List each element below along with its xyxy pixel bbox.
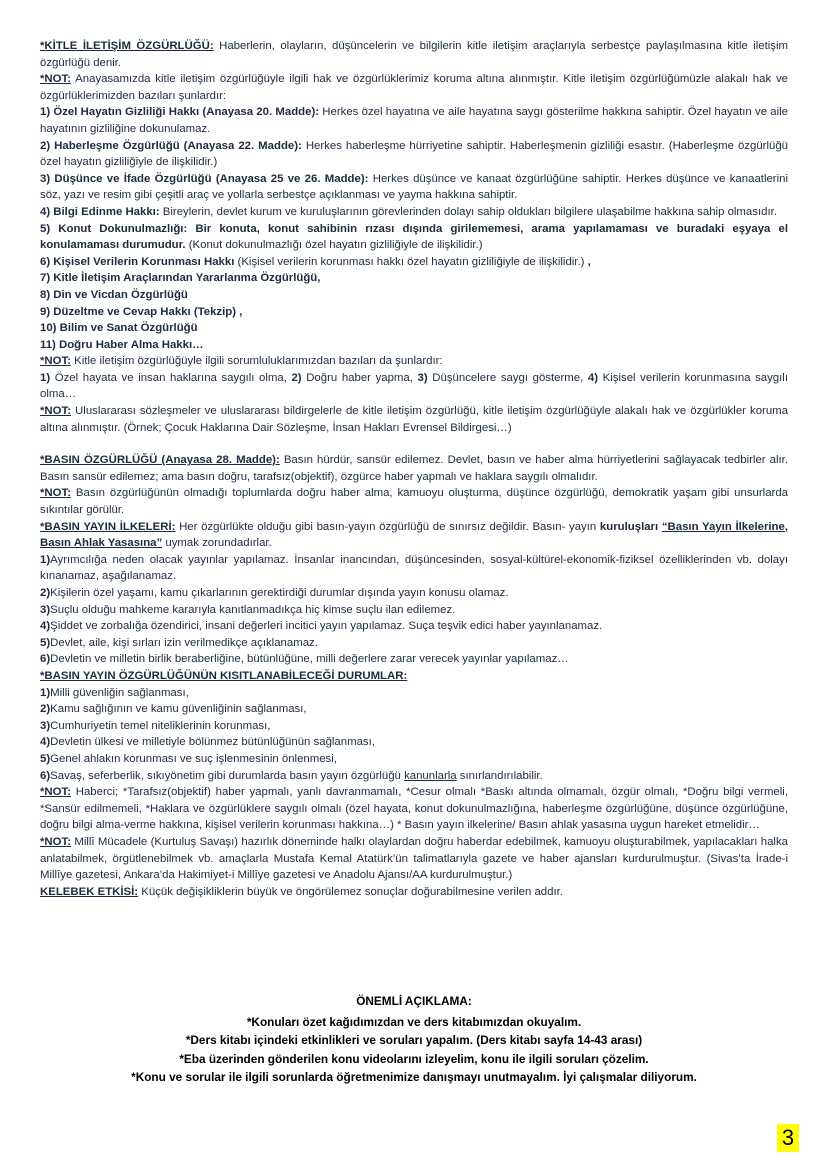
- note-label: *NOT:: [40, 405, 72, 418]
- kitle-note-2: *NOT: Kitle iletişim özgürlüğüyle ilgili sorumluluklarımızdan bazıları da şunlardır:: [40, 355, 443, 368]
- kitle-item-4: 4) Bilgi Edinme Hakkı: Bireylerin, devlet kurum ve kuruluşlarının görevlerinden dolayı sahip oldukları bilgilere ulaşabilme hakkına sahip olmasıdır.: [40, 205, 777, 218]
- principle-item: 1)Ayrımcılığa neden olacak yayınlar yapılamaz. İnsanlar inancından, düşüncesinden, sosyal-kültürel-ekonomik-fiziksel özelliklerinden vb. dolayı kınanamaz, aşağılanamaz.: [40, 553, 788, 583]
- kitle-item-3: 3) Düşünce ve İfade Özgürlüğü (Anayasa 25 ve 26. Madde): Herkes düşünce ve kanaat özgürlüğüne sahiptir. Herkes düşünce ve kanaatlerini söz, yazı ve resim gibi çeşitli araç ve yollarla serbestçe açıklanması ve yayma hakkına sahiptir.: [40, 172, 788, 202]
- restriction-item: 6)Savaş, seferberlik, sıkıyönetim gibi durumlarda basın yayın özgürlüğü kanunlarla sınırlandırılabilir.: [40, 769, 543, 782]
- note-label: *NOT:: [40, 73, 72, 86]
- principle-item: 2)Kişilerin özel yaşamı, kamu çıkarlarının gerektirdiği durumlar dışında yayın konusu olamaz.: [40, 587, 509, 599]
- principles-heading: *BASIN YAYIN İLKELERİ:: [40, 520, 176, 533]
- restriction-item: 3)Cumhuriyetin temel niteliklerinin korunması,: [40, 719, 271, 732]
- kitle-definition: *KİTLE İLETİŞİM ÖZGÜRLÜĞÜ: Haberlerin, olayların, düşüncelerin ve bilgilerin kitle iletişim araçlarıyla serbestçe paylaşılmasına kitle iletişim özgürlüğü denir.: [40, 40, 788, 69]
- restriction-item: 2)Kamu sağlığının ve kamu güvenliğinin sağlanması,: [40, 703, 307, 716]
- notice-line: *Konu ve sorular ile ilgili sorunlarda öğretmenimize danışmayı unutmayalım. İyi çalışmalar diliyorum.: [131, 1070, 697, 1085]
- basin-note-2: *NOT: Haberci; *Tarafsız(objektif) haber yapmalı, yanlı davranmamalı, *Cesur olmalı *Baskı altında olmamalı, özgür olmalı, *Doğru bilgi vermeli, *Sansür edilmemeli, *Haklara ve özgürlüklere saygılı olmalı (özel hayata, konut dokunulmazlığına, haberleşme özgürlüğüne, düşünce özgürlüğüne, doğru bilgi alma-verme hakkına, kişisel verilerin korunması hakkına…) * Basın yayın ilkelerine/ Basın ahlak yasasına uygun hareket etmelidir…: [40, 786, 788, 832]
- kitle-item-5: 5) Konut Dokunulmazlığı: Bir konuta, konut sahibinin rızası dışında girilememesi, arama yapılamaması ve buradaki eşyaya el konulamaması durumudur. (Konut dokunulmazlığı özel hayatın gizliliğiyle de ilişkilidir.): [40, 222, 789, 252]
- note-label: *NOT:: [40, 786, 72, 799]
- basin-heading: *BASIN ÖZGÜRLÜĞÜ (Anayasa 28. Madde):: [40, 454, 280, 467]
- kelebek-etkisi: KELEBEK ETKİSİ: Küçük değişikliklerin büyük ve öngörülemez sonuçlar doğurabilmesine verilen addır.: [40, 885, 563, 898]
- kitle-item-10: 10) Bilim ve Sanat Özgürlüğü: [40, 322, 198, 335]
- important-notice: [40, 992, 788, 1087]
- kitle-item-1: 1) Özel Hayatın Gizliliği Hakkı (Anayasa 20. Madde): Herkes özel hayatına ve aile hayatına saygı gösterilme hakkına sahiptir. Özel hayatın ve aile hayatının gizliliğine dokunulamaz.: [40, 106, 788, 135]
- restriction-item: 1)Milli güvenliğin sağlanması,: [40, 686, 189, 699]
- principle-item: 4)Şiddet ve zorbalığa özendirici, insani değerleri incitici yayın yapılamaz. Suça teşvik edici haber yayınlanamaz.: [40, 620, 603, 633]
- section-gap: [40, 436, 788, 452]
- principle-item: 5)Devlet, aile, kişi sırları izin verilmedikçe açıklanamaz.: [40, 636, 318, 649]
- kitle-item-6: 6) Kişisel Verilerin Korunması Hakkı (Kişisel verilerin korunması hakkı özel hayatın gizliliğiyle de ilişkilidir.) ,: [40, 255, 591, 268]
- note-label: *NOT:: [40, 487, 72, 500]
- note-label: *NOT:: [40, 835, 72, 848]
- document-body: [40, 38, 788, 900]
- kelebek-heading: KELEBEK ETKİSİ:: [40, 885, 139, 898]
- basin-note-3: *NOT: Millî Mücadele (Kurtuluş Savaşı) hazırlık döneminde halkı olaylardan doğru haberdar edebilmek, kamuoyu oluşturabilmek, yapılacakları halka anlatabilmek, örgütlenebilmek vb. amaçlarla Mustafa Kemal Atatürk’ün talimatlarıyla gazete ve haber ajansları kurdurulmuştur. (Sivas’ta İrade-i Millîye gazetesi, Ankara’da Hakimiyet-i Millîye gazetesi ve Anadolu Ajansı/AA kurdurulmuştur.): [40, 835, 788, 882]
- restriction-item: 5)Genel ahlakın korunması ve suç işlenmesinin önlenmesi,: [40, 752, 337, 765]
- kitle-note-1: *NOT: Anayasamızda kitle iletişim özgürlüğüyle ilgili hak ve özgürlüklerimiz koruma altına alınmıştır. Kitle iletişim özgürlüğümüzle alakalı hak ve özgürlüklerimizden bazıları şunlardır:: [40, 73, 788, 102]
- kitle-item-11: 11) Doğru Haber Alma Hakkı…: [40, 338, 204, 351]
- page-number: 3: [777, 1124, 799, 1152]
- basin-definition: *BASIN ÖZGÜRLÜĞÜ (Anayasa 28. Madde): Basın hürdür, sansür edilemez. Devlet, basın ve haber alma hürriyetlerini sağlayacak tedbirler alır. Basın sansür edilemez; ama basın doğru, tarafsız(objektif), özgürce haber yapmalı ve haklara saygılı olmalıdır.: [40, 454, 789, 483]
- kitle-note-3: *NOT: Uluslararası sözleşmeler ve uluslararası bildirgelerle de kitle iletişim özgürlüğü, kitle iletişim özgürlüğüyle alakalı hak ve özgürlükler koruma altına alınmıştır. (Örnek; Çocuk Haklarına Dair Sözleşme, İnsan Hakları Evrensel Bildirgesi…): [40, 405, 788, 434]
- note-label: *NOT:: [40, 355, 72, 368]
- restriction-item: 4)Devletin ülkesi ve milletiyle bölünmez bütünlüğünün sağlanması,: [40, 736, 375, 749]
- notice-line: *Ders kitabı içindeki etkinlikleri ve soruları yapalım. (Ders kitabı sayfa 14-43 arası): [185, 1033, 643, 1048]
- kitle-item-7: 7) Kitle İletişim Araçlarından Yararlanma Özgürlüğü,: [40, 272, 321, 285]
- kitle-item-2: 2) Haberleşme Özgürlüğü (Anayasa 22. Madde): Herkes haberleşme hürriyetine sahiptir. Haberleşmenin gizliliği esastır. (Haberleşme özgürlüğü özel hayatın gizliliğiyle de ilişkilidir.): [40, 139, 789, 169]
- kitle-item-9: 9) Düzeltme ve Cevap Hakkı (Tekzip) ,: [40, 305, 243, 318]
- restrictions-heading: *BASIN YAYIN ÖZGÜRLÜĞÜNÜN KISITLANABİLECEĞİ DURUMLAR:: [40, 669, 408, 682]
- notice-line: *Eba üzerinden gönderilen konu videolarını izleyelim, konu ile ilgili soruları çözelim.: [179, 1051, 649, 1066]
- notice-line: *Konuları özet kağıdımızdan ve ders kitabımızdan okuyalım.: [246, 1014, 582, 1029]
- basin-principles-intro: *BASIN YAYIN İLKELERİ: Her özgürlükte olduğu gibi basın-yayın özgürlüğü de sınırsız değildir. Basın- yayın kuruluşları “Basın Yayın İlkelerine, Basın Ahlak Yasasına” uymak zorundadırlar.: [40, 520, 788, 550]
- principle-item: 3)Suçlu olduğu mahkeme kararıyla kanıtlanmadıkça hiç kimse suçlu ilan edilemez.: [40, 603, 456, 616]
- basin-note-1: *NOT: Basın özgürlüğünün olmadığı toplumlarda doğru haber alma, kamuoyu oluşturma, düşünce özgürlüğü, demokratik yaşam gibi unsurlarda sıkıntılar görülür.: [40, 487, 788, 517]
- notice-title: ÖNEMLİ AÇIKLAMA:: [356, 994, 472, 1008]
- kitle-responsibilities: 1) Özel hayata ve insan haklarına saygılı olma, 2) Doğru haber yapma, 3) Düşüncelere saygı gösterme, 4) Kişisel verilerin korunmasına saygılı olma…: [40, 371, 789, 401]
- kitle-item-8: 8) Din ve Vicdan Özgürlüğü: [40, 288, 188, 301]
- principle-item: 6)Devletin ve milletin birlik beraberliğine, bütünlüğüne, milli değerlere zarar verecek yayınlar yapılamaz…: [40, 653, 569, 666]
- kitle-heading: *KİTLE İLETİŞİM ÖZGÜRLÜĞÜ:: [40, 40, 214, 52]
